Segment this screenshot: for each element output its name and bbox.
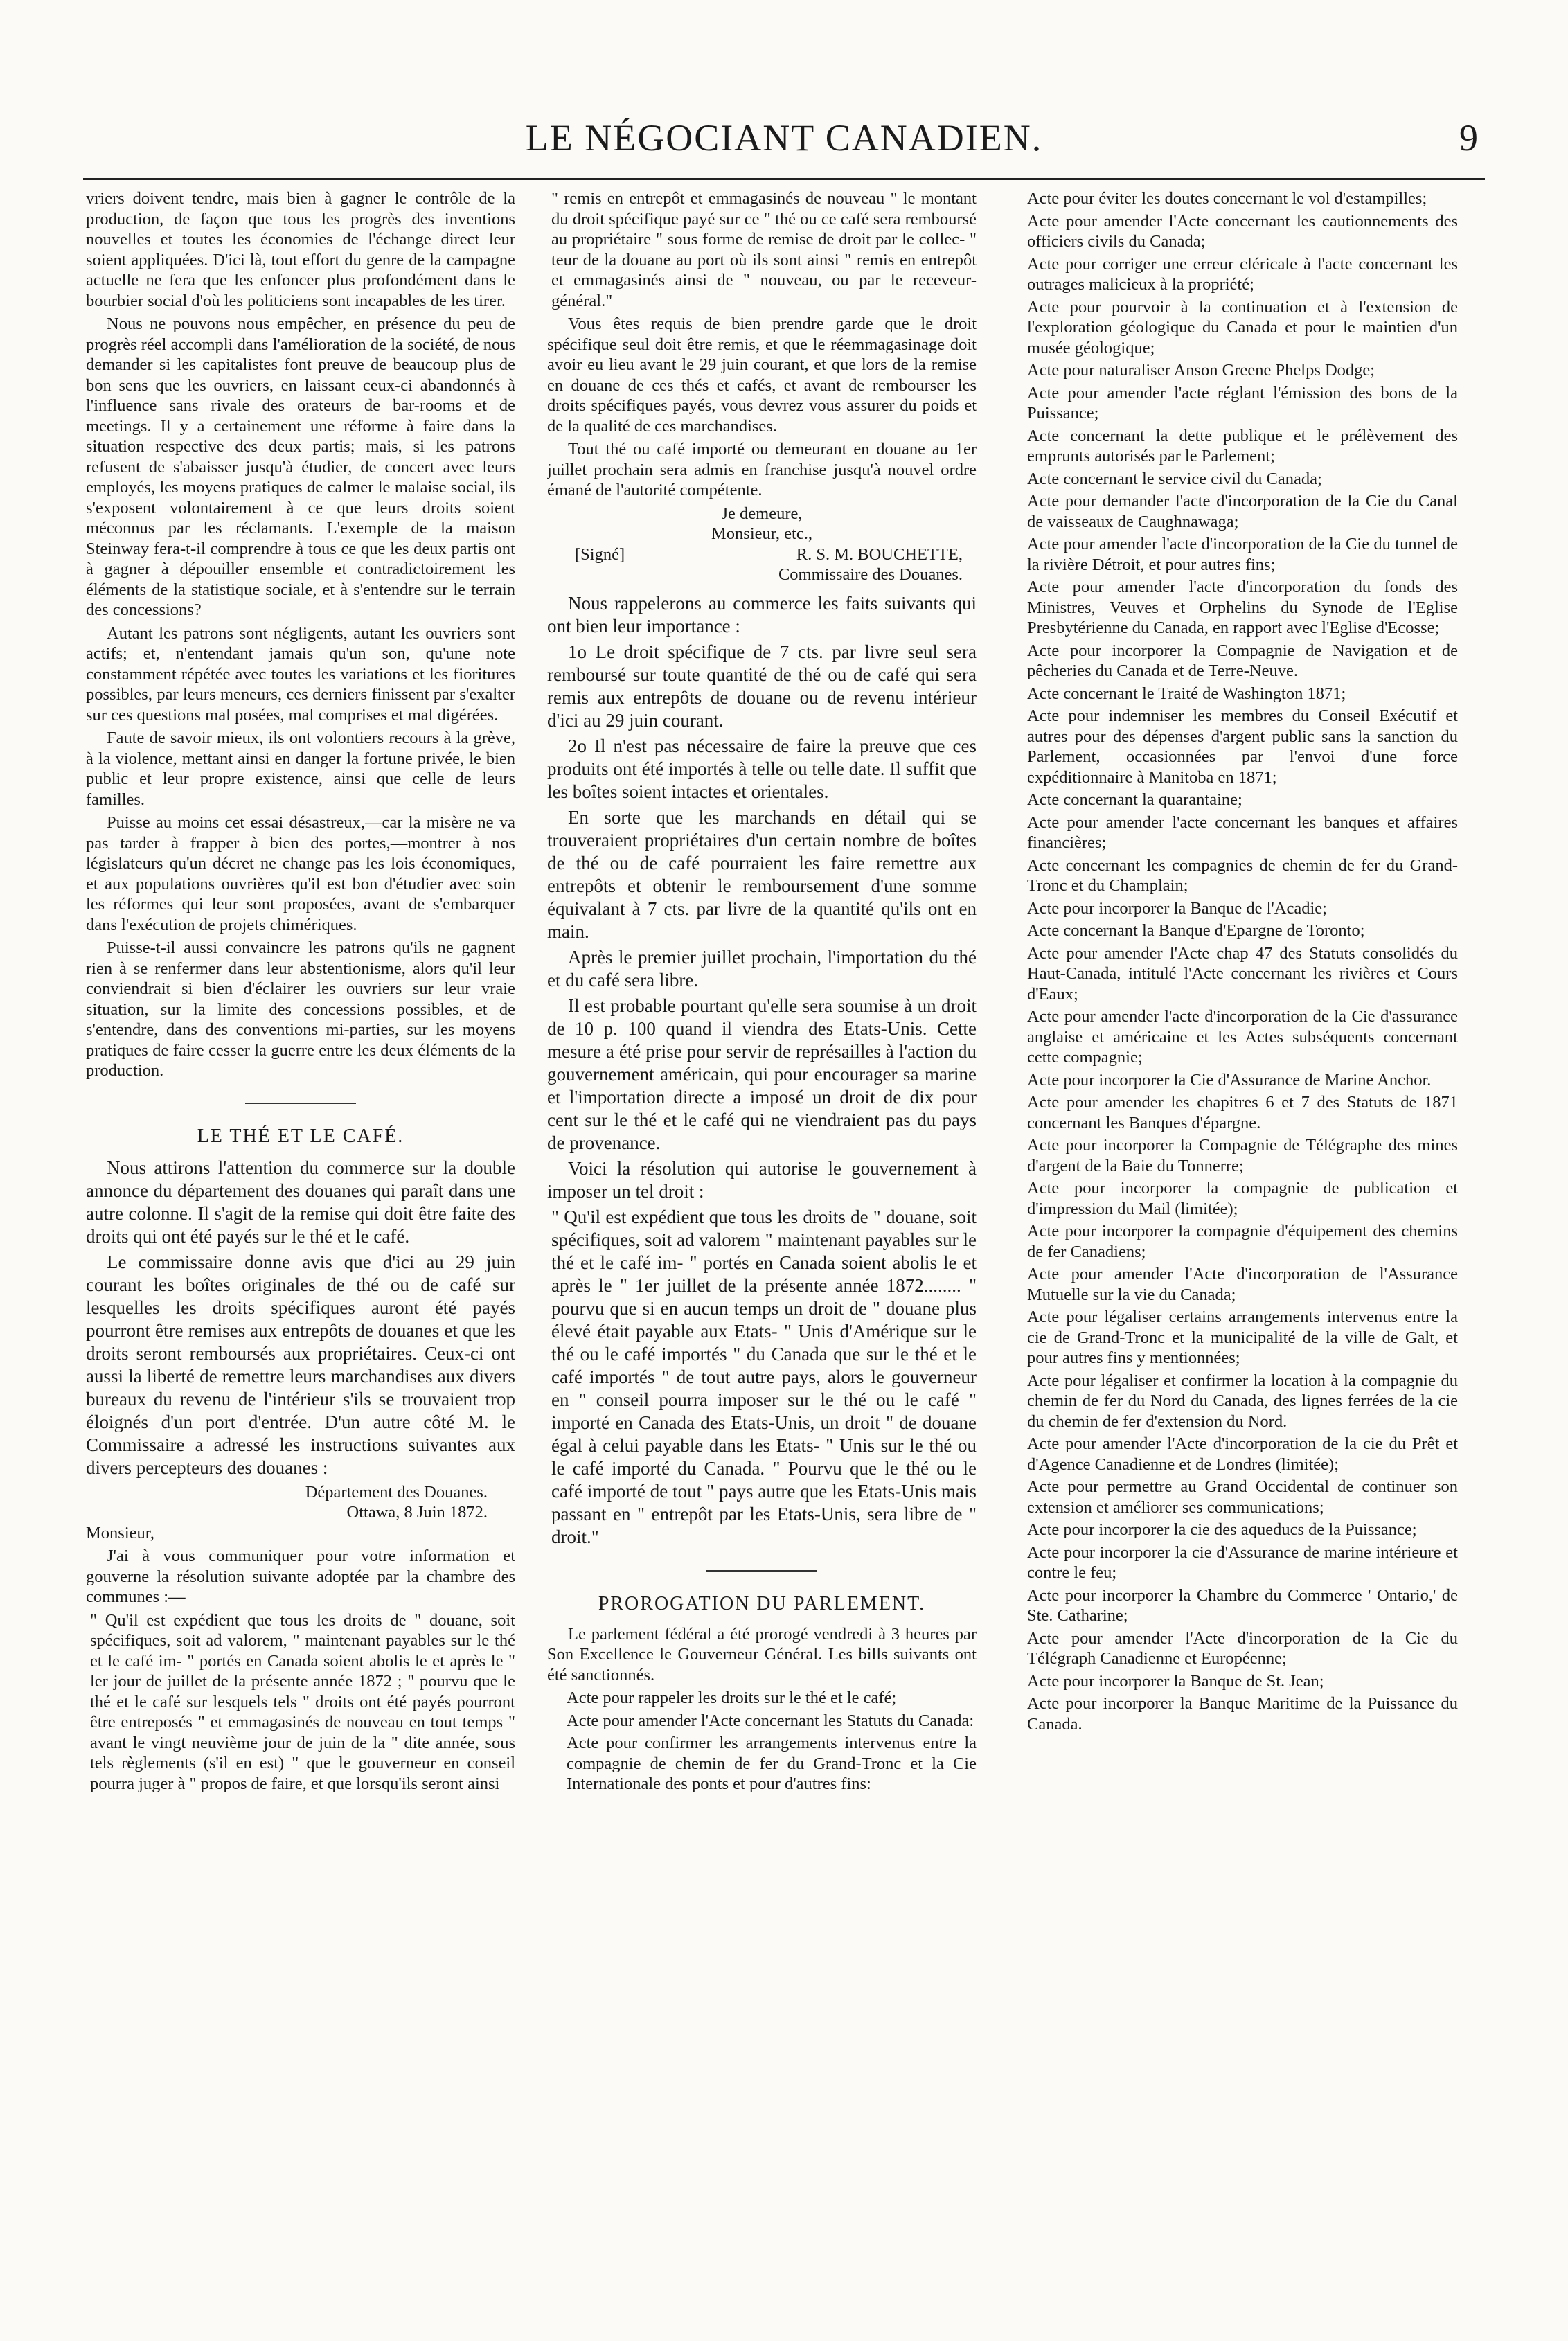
list-item: Acte pour amender les chapitres 6 et 7 des Statuts de 1871 concernant les Banques d'épargne. — [1027, 1093, 1458, 1132]
signature-row — [547, 544, 977, 565]
list-item: Acte pour incorporer la Banque Maritime de la Puissance du Canada. — [1027, 1694, 1458, 1734]
list-item: Acte pour incorporer la compagnie d'équipement des chemins de fer Canadiens; — [1027, 1222, 1458, 1261]
signed-mark: [Signé] — [575, 544, 625, 564]
list-item: Acte pour amender l'Acte d'incorporation de la cie du Prêt et d'Agence Canadienne et de Londres (limitée); — [1027, 1434, 1458, 1474]
list-item: Acte pour pourvoir à la continuation et à l'extension de l'exploration géologique du Canada et pour le maintien d'un musée géologique; — [1027, 297, 1458, 357]
dateline-city-date: Ottawa, 8 Juin 1872. — [346, 1503, 488, 1522]
quoted-resolution: " Qu'il est expédient que tous les droits de " douane, soit spécifiques, soit ad valorem " maintenant payables sur le thé et le café im- " portés en Canada soient abolis le et après le " 1er juillet de la présente année 1872........ " pourvu que si en aucun temps un droit de " douane plus élevé était payable aux Etats- " Unis d'Amérique sur le thé ou le café importés " du Canada que sur le thé et le café importés " de tout autre pays, alors le gouverneur en " conseil pourra imposer sur le thé ou le café " importé en Canada des Etats-Unis, un droit " de douane égal à celui payable dans les Etats- " Unis sur le thé ou le café importé du Canada. " Pourvu que le thé ou le café importé de tout " pays autre que les Etats-Unis mais passant en " entrepôt par les Etats-Unis, sera libre de " droit." — [551, 1206, 977, 1547]
paragraph: Puisse-t-il aussi convaincre les patrons qu'ils ne gagnent rien à se renfermer dans leur abstentionisme, alors qu'il leur conviendrait si bien d'éclairer les ouvriers sur leur vraie situation, sur la limite des concessions possibles, et de s'entendre, dans des conventions mi-parties, sur les moyens pratiques de faire cesser la guerre entre les deux éléments de la production. — [86, 938, 515, 1080]
list-item: Acte pour incorporer la cie des aqueducs de la Puissance; — [1027, 1520, 1417, 1539]
list-item: Acte pour demander l'acte d'incorporation de la Cie du Canal de vaisseaux de Caughnawaga; — [1027, 492, 1458, 531]
list-item: Acte pour amender l'Acte d'incorporation de la Cie du Télégraph Canadienne et Européenne; — [1027, 1628, 1458, 1668]
list-item: Acte pour naturaliser Anson Greene Phelps Dodge; — [1027, 361, 1375, 380]
paragraph: Faute de savoir mieux, ils ont volontiers recours à la grève, à la violence, mettant ainsi en danger la fortune privée, le bien public et leur propre existence, ainsi que celle de leurs familles. — [86, 729, 515, 809]
list-item: Acte pour amender l'acte concernant les banques et affaires financières; — [1027, 812, 1458, 852]
signer-title: Commissaire des Douanes. — [778, 565, 963, 584]
newspaper-title: LE NÉGOCIANT CANADIEN. — [525, 117, 1043, 159]
column-1 — [86, 188, 515, 2280]
list-item: Acte pour légaliser et confirmer la location à la compagnie du chemin de fer du Nord du Canada, des lignes ferrées de la cie du chemin de fer d'extension du Nord. — [1027, 1371, 1458, 1431]
list-item: Acte pour amender l'acte réglant l'émission des bons de la Puissance; — [1027, 383, 1458, 422]
list-item: Acte concernant le Traité de Washington 1871; — [1027, 684, 1346, 703]
paragraph: 1o Le droit spécifique de 7 cts. par livre seul sera remboursé sur toute quantité de thé ou de café qui sera remis aux entrepôts de douane ou de revenu intérieur d'ici au 29 juin courant. — [547, 641, 977, 731]
list-item: Acte pour amender l'acte d'incorporation du fonds des Ministres, Veuves et Orphelins du Synode de l'Eglise Presbytérienne du Canada, en rapport avec l'Eglise d'Ecosse; — [1027, 578, 1458, 637]
list-item: Acte pour incorporer la cie d'Assurance de marine intérieure et contre le feu; — [1027, 1542, 1458, 1582]
dateline — [86, 1482, 515, 1523]
list-item: Acte concernant les compagnies de chemin de fer du Grand-Tronc et du Champlain; — [1027, 855, 1458, 895]
letter-closing — [547, 504, 977, 544]
paragraph: J'ai à vous communiquer pour votre information et gouverne la résolution suivante adoptée par la chambre des communes :— — [86, 1547, 515, 1606]
list-item: Acte pour incorporer la Chambre du Commerce ' Ontario,' de Ste. Catharine; — [1027, 1585, 1458, 1625]
list-item: Acte pour incorporer la Compagnie de Navigation et de pêcheries du Canada et de Terre-Neuve. — [1027, 641, 1458, 680]
list-item: Acte pour incorporer la Cie d'Assurance de Marine Anchor. — [1027, 1070, 1432, 1089]
list-item: Acte pour confirmer les arrangements intervenus entre la compagnie de chemin de fer du Grand-Tronc et la Cie Internationale des ponts et pour d'autres fins: — [567, 1734, 977, 1793]
list-item: Acte pour amender l'Acte chap 47 des Statuts consolidés du Haut-Canada, intitulé l'Acte concernant les rivières et Cours d'Eaux; — [1027, 943, 1458, 1004]
paragraph: vriers doivent tendre, mais bien à gagner le contrôle de la production, de façon que tous les progrès des inventions nouvelles et toutes les économies de l'échange direct leur soient appliquées. D'ici là, tout effort du genre de la campagne actuelle ne fera que les enfoncer plus profondément dans le bourbier social d'où les politiciens sont incapables de les tirer. — [86, 189, 515, 310]
list-item: Acte pour éviter les doutes concernant le vol d'estampilles; — [1027, 189, 1427, 208]
paragraph: Tout thé ou café importé ou demeurant en douane au 1er juillet prochain sera admis en franchise jusqu'à nouvel ordre émané de l'autorité compétente. — [547, 440, 977, 499]
closing-line: Je demeure, — [721, 504, 803, 523]
list-item: Acte pour permettre au Grand Occidental de continuer son extension et améliorer ses communications; — [1027, 1477, 1458, 1517]
paragraph: Il est probable pourtant qu'elle sera soumise à un droit de 10 p. 100 quand il viendra des Etats-Unis. Cette mesure a été prise pour servir de représailles à l'action du gouvernement américain, qui pour encourager sa marine et l'importation directe a imposé un droit de dix pour cent sur le thé et le café qui ne viendraient pas du pays de provenance. — [547, 995, 977, 1153]
paragraph: Nous rappelerons au commerce les faits suivants qui ont bien leur importance : — [547, 592, 977, 637]
list-item: Acte pour légaliser certains arrangements intervenus entre la cie de Grand-Tronc et la municipalité de la ville de Galt, et pour autres fins y mentionnées; — [1027, 1308, 1458, 1367]
paragraph: Le commissaire donne avis que d'ici au 29 juin courant les boîtes originales de thé ou de café sur lesquelles les droits spécifiques auront été payés pourront être remises aux entrepôts de douanes et que les droits seront remboursés aux propriétaires. Ceux-ci ont aussi la liberté de remettre leurs marchandises aux divers bureaux du revenu de l'intérieur s'ils se trouvaient trop éloignés d'un port d'entrée. D'un autre côté M. le Commissaire a adressé les instructions suivantes aux divers percepteurs des douanes : — [86, 1251, 515, 1478]
paragraph: Voici la résolution qui autorise le gouvernement à imposer un tel droit : — [547, 1157, 977, 1202]
list-item: Acte pour amender l'Acte d'incorporation de l'Assurance Mutuelle sur la vie du Canada; — [1027, 1265, 1458, 1304]
list-item: Acte pour amender l'acte d'incorporation de la Cie du tunnel de la rivière Détroit, et pour autres fins; — [1027, 535, 1458, 574]
list-item: Acte concernant la Banque d'Epargne de Toronto; — [1027, 921, 1365, 940]
quoted-resolution: " remis en entrepôt et emmagasinés de nouveau " le montant du droit spécifique payé sur ce " thé ou ce café sera remboursé au propriétaire " sous forme de remise de droit par le collec- " teur de la douane au port où ils sont ainsi " remis en entrepôt et emmagasinés ainsi de " nouveau, ou par le receveur-général." — [551, 189, 977, 310]
paragraph: Le parlement fédéral a été prorogé vendredi à 3 heures par Son Excellence le Gouverneur Général. Les bills suivants ont été sanctionnés. — [547, 1624, 977, 1684]
paragraph: Vous êtes requis de bien prendre garde que le droit spécifique seul doit être remis, et que le réemmagasinage doit avoir eu lieu avant le 29 juin courant, et que lors de la remise en douane de ces thés et cafés, et avant de rembourser les droits spécifiques payés, vous devrez vous assurer du poids et de la qualité de ces marchandises. — [547, 314, 977, 436]
list-item: Acte pour corriger une erreur cléricale à l'acte concernant les outrages malicieux à la propriété; — [1027, 254, 1458, 294]
signer-name: R. S. M. BOUCHETTE, — [796, 544, 963, 564]
quoted-resolution: " Qu'il est expédient que tous les droits de " douane, soit spécifiques, soit ad valorem, " maintenant payables sur le thé et le café im- " portés en Canada soient abolis le et après le " ler jour de juillet de la présente année 1872 ; " pourvu que le thé et le café sur lesquels tels " droits ont été payés pourront être entreposés " et emmagasinés de nouveau en tout temps " avant le vingt neuvième jour de juin de la " dite année, sous tels règlements (s'il en est) " que le gouverneur en conseil pourra juger à " propos de faire, et que lorsqu'ils seront ainsi — [90, 1610, 515, 1793]
masthead — [83, 97, 1485, 180]
salutation: Monsieur, — [86, 1523, 155, 1542]
list-item: Acte concernant la quarantaine; — [1027, 790, 1242, 809]
paragraph: Nous attirons l'attention du commerce sur la double annonce du département des douanes qui paraît dans une autre colonne. Il s'agit de la remise qui doit être faite des droits qui ont été payés sur le thé et le café. — [86, 1157, 515, 1247]
paragraph: En sorte que les marchands en détail qui se trouveraient propriétaires d'un certain nombre de boîtes de thé ou de café pourraient les faire remettre aux entrepôts et obtenir le remboursement d'une somme équivalant à 7 cts. par livre de la quantité qu'ils ont en main. — [547, 806, 977, 942]
closing-line: Monsieur, etc., — [711, 524, 812, 543]
list-item: Acte pour incorporer la Banque de l'Acadie; — [1027, 898, 1327, 918]
dateline-department: Département des Douanes. — [305, 1482, 488, 1502]
section-heading-prorogation: PROROGATION DU PARLEMENT. — [598, 1593, 926, 1614]
list-item: Acte concernant la dette publique et le prélèvement des emprunts autorisés par le Parlement; — [1027, 426, 1458, 465]
list-item: Acte pour amender l'Acte concernant les Statuts du Canada: — [567, 1711, 974, 1730]
section-separator — [86, 1094, 515, 1114]
paragraph: Nous ne pouvons nous empêcher, en présence du peu de progrès réel accompli dans l'amélioration de la société, de nous demander si les capitalistes font preuve de beaucoup plus de bon sens que les ouvriers, en laissant ceux-ci abandonnés à l'influence sans rivale des orateurs de bar-rooms et de meetings. Il y a certainement une réforme à faire dans la situation respective des deux partis; mais, si les patrons refusent de s'abaisser jusqu'à étudier, de concert avec leurs employés, les moyens pratiques de calmer le malaise social, ils s'exposent volontairement à ce que leurs droits soient méconnus par les réclamants. L'exemple de la maison Steinway fera-t-il comprendre à tous ce que les deux partis ont à gagner à dépouiller ensemble et contradictoirement les éléments de la statistique sociale, et à s'entendre sur le terrain des concessions? — [86, 314, 515, 619]
column-2 — [547, 188, 977, 2280]
list-item: Acte pour amender l'Acte concernant les cautionnements des officiers civils du Canada; — [1027, 211, 1458, 251]
list-item: Acte pour incorporer la Compagnie de Télégraphe des mines d'argent de la Baie du Tonnerre; — [1027, 1136, 1458, 1175]
masthead-rule — [83, 178, 1485, 180]
section-separator — [547, 1561, 977, 1582]
list-item: Acte pour amender l'acte d'incorporation de la Cie d'assurance anglaise et américaine et les Actes subséquents concernant cette compagnie; — [1027, 1007, 1458, 1067]
section-heading-the-cafe: LE THÉ ET LE CAFÉ. — [197, 1125, 404, 1147]
paragraph: Autant les patrons sont négligents, autant les ouvriers sont actifs; et, n'entendant jamais qu'un son, qu'une note constamment répétée avec toutes les variations et les fioritures possibles, par leurs meneurs, ces derniers finissent par s'exalter sur ces questions mal posées, mal comprises et mal digérées. — [86, 623, 515, 724]
list-item: Acte pour incorporer la compagnie de publication et d'impression du Mail (limitée); — [1027, 1179, 1458, 1218]
paragraph: Puisse au moins cet essai désastreux,—car la misère ne va pas tarder à frapper à bien des portes,—montrer à nos législateurs qu'un décret ne change pas les lois économiques, et aux populations ouvrières qu'il est bon d'étudier avec soin les réformes qui leur sont proposées, avant de s'embarquer dans l'exécution de projets chimériques. — [86, 813, 515, 934]
page-number: 9 — [1459, 117, 1478, 159]
paragraph: Après le premier juillet prochain, l'importation du thé et du café sera libre. — [547, 946, 977, 990]
list-item: Acte concernant le service civil du Canada; — [1027, 469, 1322, 488]
column-3 — [1008, 188, 1458, 2280]
list-item: Acte pour rappeler les droits sur le thé et le café; — [567, 1689, 897, 1707]
paragraph: 2o Il n'est pas nécessaire de faire la preuve que ces produits ont été importés à telle ou telle date. Il suffit que les boîtes soient intactes et orientales. — [547, 735, 977, 802]
acts-list — [547, 1688, 977, 1795]
list-item: Acte pour indemniser les membres du Conseil Exécutif et autres pour des dépenses d'argent public sans la sanction du Parlement, occasionnées par l'envoi d'une force expéditionnaire à Manitoba en 1871; — [1027, 706, 1458, 787]
list-item: Acte pour incorporer la Banque de St. Jean; — [1027, 1671, 1324, 1691]
